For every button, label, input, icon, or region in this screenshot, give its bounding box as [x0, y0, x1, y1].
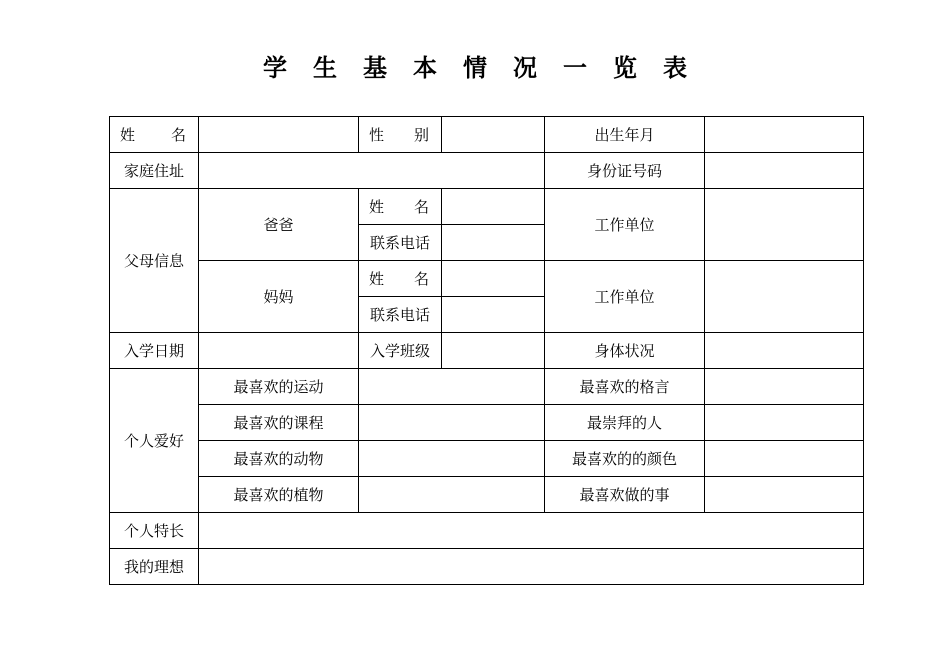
fav-color-field[interactable] — [705, 441, 864, 477]
fav-sport-label: 最喜欢的运动 — [199, 369, 359, 405]
fav-motto-label: 最喜欢的格言 — [545, 369, 705, 405]
student-info-table — [109, 116, 864, 585]
address-label: 家庭住址 — [110, 153, 199, 189]
birth-label: 出生年月 — [545, 117, 705, 153]
father-phone-field[interactable] — [442, 225, 545, 261]
enroll-class-field[interactable] — [442, 333, 545, 369]
name-label: 姓名 — [110, 117, 199, 153]
father-name-label: 姓名 — [359, 189, 442, 225]
father-label: 爸爸 — [199, 189, 359, 261]
fav-plant-label: 最喜欢的植物 — [199, 477, 359, 513]
fav-sport-field[interactable] — [359, 369, 545, 405]
mother-phone-label: 联系电话 — [359, 297, 442, 333]
hobbies-label: 个人爱好 — [110, 369, 199, 513]
table-row — [110, 441, 864, 477]
table-row — [110, 405, 864, 441]
parents-label: 父母信息 — [110, 189, 199, 333]
health-field[interactable] — [705, 333, 864, 369]
fav-color-label: 最喜欢的的颜色 — [545, 441, 705, 477]
fav-thing-label: 最喜欢做的事 — [545, 477, 705, 513]
father-phone-label: 联系电话 — [359, 225, 442, 261]
gender-label: 性别 — [359, 117, 442, 153]
admired-person-label: 最崇拜的人 — [545, 405, 705, 441]
talent-field[interactable] — [199, 513, 864, 549]
table-row — [110, 513, 864, 549]
address-field[interactable] — [199, 153, 545, 189]
table-row — [110, 369, 864, 405]
table-row — [110, 153, 864, 189]
admired-person-field[interactable] — [705, 405, 864, 441]
ideal-label: 我的理想 — [110, 549, 199, 585]
father-name-field[interactable] — [442, 189, 545, 225]
gender-field[interactable] — [442, 117, 545, 153]
fav-plant-field[interactable] — [359, 477, 545, 513]
fav-animal-field[interactable] — [359, 441, 545, 477]
fav-motto-field[interactable] — [705, 369, 864, 405]
enroll-class-label: 入学班级 — [359, 333, 442, 369]
health-label: 身体状况 — [545, 333, 705, 369]
id-number-label: 身份证号码 — [545, 153, 705, 189]
table-row — [110, 189, 864, 225]
mother-work-label: 工作单位 — [545, 261, 705, 333]
mother-name-label: 姓名 — [359, 261, 442, 297]
fav-thing-field[interactable] — [705, 477, 864, 513]
mother-work-field[interactable] — [705, 261, 864, 333]
table-row — [110, 261, 864, 297]
talent-label: 个人特长 — [110, 513, 199, 549]
page-title: 学生基本情况一览表 — [263, 54, 713, 82]
name-field[interactable] — [199, 117, 359, 153]
mother-phone-field[interactable] — [442, 297, 545, 333]
fav-course-label: 最喜欢的课程 — [199, 405, 359, 441]
table-row — [110, 549, 864, 585]
fav-animal-label: 最喜欢的动物 — [199, 441, 359, 477]
birth-field[interactable] — [705, 117, 864, 153]
father-work-field[interactable] — [705, 189, 864, 261]
table-row — [110, 333, 864, 369]
enroll-date-label: 入学日期 — [110, 333, 199, 369]
fav-course-field[interactable] — [359, 405, 545, 441]
ideal-field[interactable] — [199, 549, 864, 585]
enroll-date-field[interactable] — [199, 333, 359, 369]
mother-label: 妈妈 — [199, 261, 359, 333]
table-row — [110, 117, 864, 153]
mother-name-field[interactable] — [442, 261, 545, 297]
father-work-label: 工作单位 — [545, 189, 705, 261]
table-row — [110, 477, 864, 513]
id-number-field[interactable] — [705, 153, 864, 189]
